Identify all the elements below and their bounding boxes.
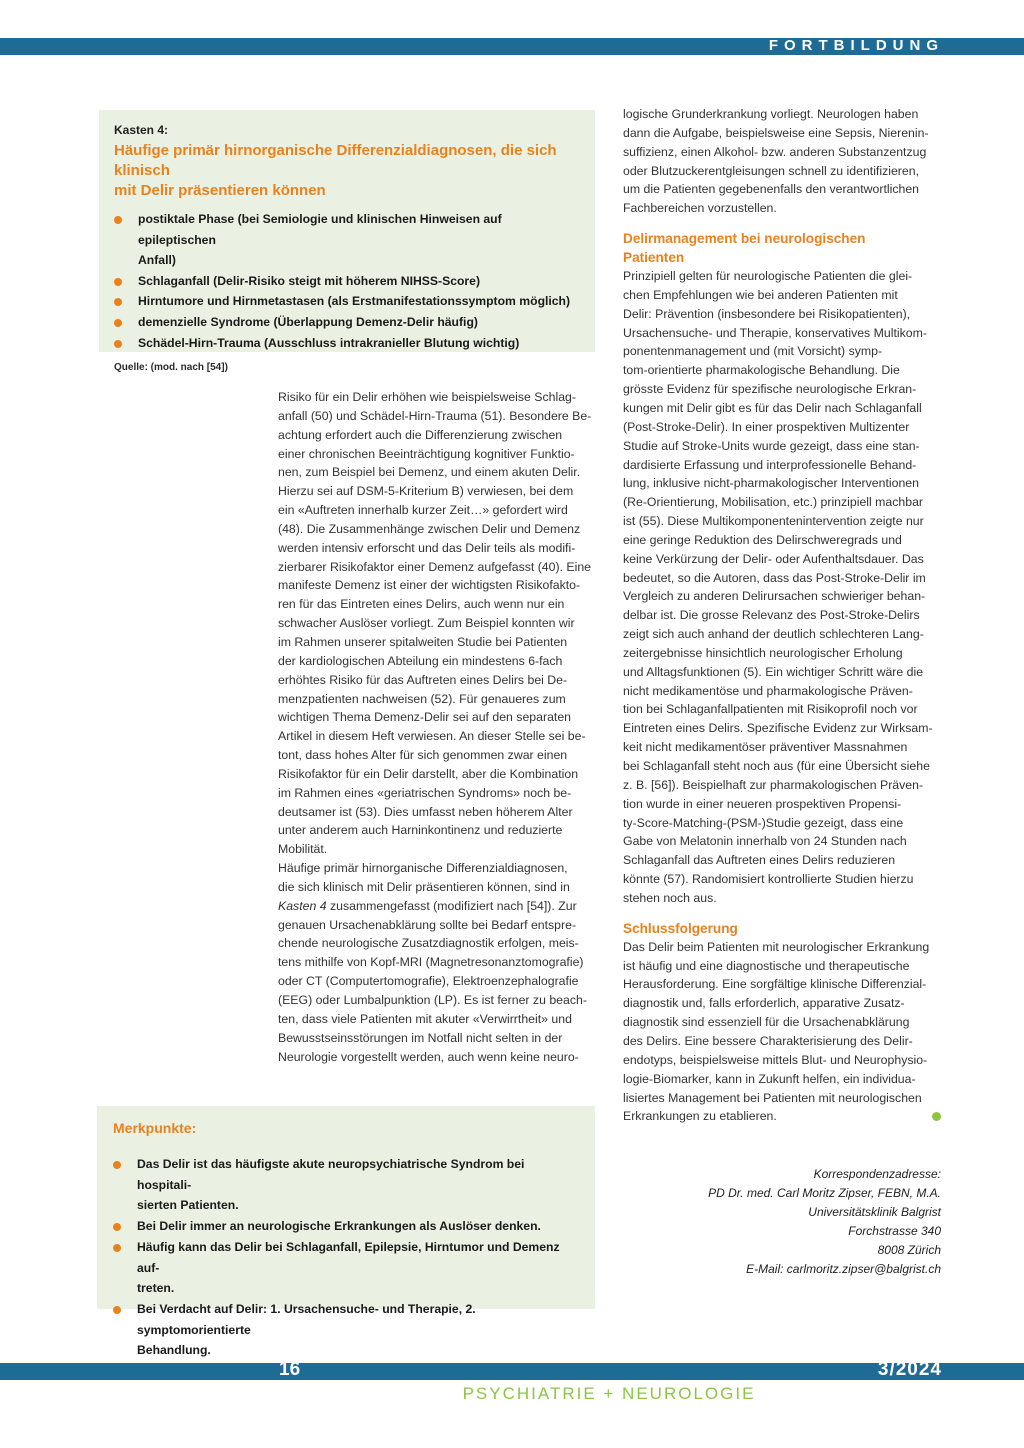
text-line: einer chronischen Beeinträchtigung kognitiver Funktio-	[278, 446, 575, 461]
bullet-item	[113, 1154, 581, 1216]
text-line: Vergleich zu anderen Delirursachen schwieriger behan-	[623, 589, 926, 604]
text-fragment: zusammengefasst (modifiziert nach [54]). Zur	[326, 898, 577, 913]
text-line: logie-Biomarker, kann in Zukunft helfen, ein individua-	[623, 1071, 916, 1086]
text-line: stehen noch aus.	[623, 890, 717, 905]
box-title	[114, 141, 581, 201]
text-line: Risiko für ein Delir erhöhen wie beispielsweise Schlag-	[278, 390, 576, 404]
text-line: Gabe von Melatonin innerhalb von 24 Stunden nach	[623, 834, 907, 849]
text-line: anfall (50) und Schädel-Hirn-Trauma (51). Besondere Be-	[278, 408, 592, 423]
bullet-item	[114, 312, 581, 333]
text-line: keit nicht medikamentöser präventiver Massnahmen	[623, 740, 908, 755]
text-line: Fachbereichen vorzustellen.	[623, 201, 777, 216]
correspondence-address	[623, 1165, 941, 1279]
text-line: dardisierte Erfassung und interprofessionelle Behand-	[623, 457, 917, 472]
bullet-item	[114, 209, 581, 271]
bullet-dot	[114, 298, 122, 306]
text-line: Risikofaktor für ein Delir darstellt, aber die Kombination	[278, 766, 579, 781]
body-column-right	[623, 105, 941, 1126]
footer-bar	[0, 1359, 1024, 1380]
text-line: des Delirs. Eine bessere Charakterisierung des Delir-	[623, 1033, 913, 1048]
page-number: 16	[279, 1359, 301, 1380]
text-line: (Re-Orientierung, Mobilisation, etc.) prinzipiell machbar	[623, 495, 924, 510]
body-column-middle	[278, 388, 596, 1066]
text-line: Ursachensuche- und Therapie, konservatives Multikom-	[623, 325, 927, 340]
text-line: ponentenmanagement und (mit Vorsicht) symp-	[623, 344, 883, 359]
section-heading: Schlussfolgerung	[623, 920, 738, 936]
box-reference: Kasten 4	[278, 898, 327, 913]
correspondence-city: 8008 Zürich	[877, 1243, 941, 1257]
bullet-item	[114, 291, 581, 312]
text-line: (EEG) oder Lumbalpunktion (LP). Es ist ferner zu beach-	[278, 993, 587, 1007]
bullet-text: postiktale Phase (bei Semiologie und klinischen Hinweisen auf epileptischen	[138, 212, 502, 247]
bullet-item	[114, 333, 581, 354]
text-line: tont, dass hohes Alter für sich genommen zwar einen	[278, 748, 568, 763]
text-line: tens mithilfe von Kopf-MRI (Magnetresonanztomografie)	[278, 955, 584, 970]
text-line: manifeste Demenz ist einer der wichtigsten Risikofakto-	[278, 578, 581, 593]
bullet-text: Anfall)	[138, 253, 176, 268]
text-line: genauen Ursachenabklärung sollte bei Bedarf entspre-	[278, 917, 577, 932]
text-line: keine Verkürzung der Delir- oder Aufenthaltsdauer. Das	[623, 551, 924, 566]
header-bar	[0, 38, 1024, 55]
text-line: erhöhtes Risiko für das Auftreten eines Delirs bei De-	[278, 672, 568, 687]
text-line: chende neurologische Zusatzdiagnostik erfolgen, meis-	[278, 936, 579, 951]
bullet-item	[114, 271, 581, 292]
correspondence-street: Forchstrasse 340	[848, 1224, 941, 1238]
text-line: Schlaganfall das Auftreten eines Delirs reduzieren	[623, 853, 896, 868]
correspondence-institution: Universitätsklinik Balgrist	[808, 1205, 941, 1219]
text-line: endotyps, beispielsweise mittels Blut- und Neurophysio-	[623, 1052, 928, 1067]
bullet-text: demenzielle Syndrome (Überlappung Demenz-Delir häufig)	[138, 314, 478, 329]
text-line: Mobilität.	[278, 842, 328, 857]
bullet-dot	[114, 278, 122, 286]
box-title-line: Häufige primär hirnorganische Differenzialdiagnosen, die sich klinisch	[114, 142, 557, 179]
text-line: logische Grunderkrankung vorliegt. Neurologen haben	[623, 107, 919, 121]
text-line: suffizienz, einen Alkohol- bzw. anderen Substanzentzug	[623, 144, 927, 159]
section-heading: Patienten	[623, 250, 685, 266]
text-line: Prinzipiell gelten für neurologische Patienten die glei-	[623, 269, 913, 284]
text-line: könnte (57). Randomisiert kontrollierte Studien hierzu	[623, 872, 914, 887]
issue-number: 3/2024	[877, 1359, 942, 1380]
section-label: FORTBILDUNG	[768, 37, 944, 54]
bullet-text: Bei Verdacht auf Delir: 1. Ursachensuche- und Therapie, 2. symptomorientierte	[137, 1301, 476, 1337]
text-line: zierbarer Risikofaktor einer Demenz aufgefasst (40). Eine	[278, 559, 592, 574]
text-line: werden intensiv erforscht und das Delir teils als modifi-	[278, 540, 576, 555]
text-line: dann die Aufgabe, beispielsweise eine Sepsis, Nierenin-	[623, 125, 929, 140]
text-line	[278, 897, 596, 916]
text-line: Delir: Prävention (insbesondere bei Risikopatienten),	[623, 306, 911, 321]
text-line: z. B. [56]). Beispielhaft zur pharmakologischen Präven-	[623, 777, 924, 792]
text-line: schwacher Auslöser vorliegt. Zum Beispiel konnten wir	[278, 616, 575, 631]
text-line: oder Blutzuckerentgleisungen schnell zu identifizieren,	[623, 163, 919, 178]
bullet-dot	[114, 319, 122, 327]
text-fragment: Erkrankungen zu etablieren.	[623, 1109, 777, 1124]
text-line: und Alltagsfunktionen (5). Ein wichtiger Schritt wäre die	[623, 664, 924, 679]
text-line: wichtigen Thema Demenz-Delir sei auf den separaten	[278, 710, 571, 725]
text-line: ist (55). Diese Multikomponentenintervention zeigte nur	[623, 514, 924, 529]
bullet-dot	[113, 1161, 121, 1169]
bullet-dot	[113, 1244, 121, 1252]
text-line: lung, inklusive nicht-pharmakologischer Interventionen	[623, 476, 919, 491]
text-line: bei Schlaganfall steht noch aus (für eine Übersicht siehe	[623, 759, 930, 773]
bullet-text: treten.	[137, 1281, 175, 1296]
merkpunkte-title: Merkpunkte:	[113, 1120, 197, 1136]
text-line: Hierzu sei auf DSM-5-Kriterium B) verwiesen, bei dem	[278, 484, 574, 499]
text-line: die sich klinisch mit Delir präsentieren können, sind in	[278, 879, 570, 894]
bullet-item	[113, 1237, 581, 1299]
text-line: tion bei Schlaganfallpatienten mit Risikoprofil noch vor	[623, 702, 918, 717]
text-line: delbar ist. Die grosse Relevanz des Post-Stroke-Delirs	[623, 608, 920, 623]
text-line: Studie auf Stroke-Units wurde gezeigt, dass eine stan-	[623, 438, 920, 453]
text-line: ist häufig und eine diagnostische und therapeutische	[623, 958, 910, 973]
bullet-text: Schädel-Hirn-Trauma (Ausschluss intrakranieller Blutung wichtig)	[138, 335, 520, 350]
section-heading: Delirmanagement bei neurologischen	[623, 231, 866, 247]
end-of-article-icon	[932, 1112, 941, 1121]
text-line: Artikel in diesem Heft verwiesen. An dieser Stelle sei be-	[278, 729, 586, 744]
text-line: ren für das Eintreten eines Delirs, auch wenn nur ein	[278, 597, 565, 612]
box-4	[99, 110, 595, 374]
text-line: eine geringe Reduktion des Delirschweregrads und	[623, 532, 902, 547]
bullet-dot	[113, 1223, 121, 1231]
bullet-text: Behandlung.	[137, 1343, 211, 1358]
text-line: Neurologie vorgestellt werden, auch wenn keine neuro-	[278, 1049, 579, 1064]
box-title-line: mit Delir präsentieren können	[114, 182, 326, 199]
text-line: oder CT (Computertomografie), Elektroenzephalografie	[278, 974, 579, 989]
merkpunkte-list	[113, 1154, 581, 1361]
bullet-dot	[113, 1306, 121, 1314]
text-line: nicht medikamentöse und pharmakologische Präven-	[623, 683, 913, 698]
bullet-text: Häufig kann das Delir bei Schlaganfall, Epilepsie, Hirntumor und Demenz auf-	[137, 1239, 560, 1275]
bullet-text: Hirntumore und Hirnmetastasen (als Erstmanifestationssymptom möglich)	[138, 294, 571, 309]
text-line: Eintreten eines Delirs. Spezifische Evidenz zur Wirksam-	[623, 721, 933, 736]
text-line: Herausforderung. Eine sorgfältige klinische Differenzial-	[623, 977, 927, 992]
journal-title: PSYCHIATRIE + NEUROLOGIE	[462, 1384, 756, 1403]
bullet-text: Das Delir ist das häufigste akute neuropsychiatrische Syndrom bei hospitali-	[137, 1157, 525, 1192]
text-line: achtung erfordert auch die Differenzierung zwischen	[278, 427, 563, 442]
text-line: ten, dass viele Patienten mit akuter «Verwirrtheit» und	[278, 1011, 572, 1026]
text-line: (Post-Stroke-Delir). In einer prospektiven Multizenter	[623, 419, 910, 434]
box-kicker: Kasten 4:	[114, 123, 169, 137]
bullet-text: Bei Delir immer an neurologische Erkrankungen als Auslöser denken.	[137, 1219, 541, 1234]
text-line: zeitergebnisse hinsichtlich neurologischer Erholung	[623, 645, 903, 660]
merkpunkte-box	[97, 1106, 595, 1358]
text-line: der kardiologischen Abteilung ein mindestens 6-fach	[278, 653, 563, 668]
correspondence-email: E-Mail: carlmoritz.zipser@balgrist.ch	[746, 1262, 941, 1276]
text-line: unter anderem auch Harninkontinenz und reduzierte	[278, 823, 563, 838]
text-line: kungen mit Delir gibt es für das Delir nach Schlaganfall	[623, 400, 922, 415]
text-line: tion wurde in einer neueren prospektiven Propensi-	[623, 796, 902, 811]
box-list	[114, 209, 581, 353]
text-line: tom-orientierte pharmakologische Behandlung. Die	[623, 363, 900, 378]
text-line: um die Patienten gegebenenfalls den verantwortlichen	[623, 182, 920, 197]
bullet-text: Schlaganfall (Delir-Risiko steigt mit höherem NIHSS-Score)	[138, 273, 480, 288]
text-line: Bewusstseinsstörungen im Notfall nicht selten in der	[278, 1030, 563, 1045]
text-line: menzpatienten nachweisen (52). Für genaueres zum	[278, 691, 566, 706]
bullet-item	[113, 1299, 581, 1361]
text-line: bedeutet, so die Autoren, dass das Post-Stroke-Delir im	[623, 570, 926, 585]
bullet-dot	[114, 340, 122, 348]
bullet-item	[113, 1216, 581, 1237]
text-line: diagnostik sind essenziell für die Ursachenabklärung	[623, 1015, 910, 1030]
text-line: diagnostik und, falls erforderlich, apparative Zusatz-	[623, 996, 905, 1011]
correspondence-name: PD Dr. med. Carl Moritz Zipser, FEBN, M.A.	[708, 1186, 941, 1200]
text-line: grösste Evidenz für spezifische neurologische Erkran-	[623, 382, 917, 397]
bullet-text: sierten Patienten.	[137, 1198, 239, 1213]
section-gap	[623, 908, 941, 919]
text-line: (48). Die Zusammenhänge zwischen Delir und Demenz	[278, 521, 581, 536]
text-line: Das Delir beim Patienten mit neurologischer Erkrankung	[623, 939, 930, 954]
text-line: ein «Auftreten innerhalb kurzer Zeit…» gefordert wird	[278, 503, 568, 518]
text-line: chen Empfehlungen wie bei anderen Patienten mit	[623, 287, 898, 302]
bullet-dot	[114, 216, 122, 224]
text-line	[623, 1107, 941, 1126]
text-line: im Rahmen eines «geriatrischen Syndroms» noch be-	[278, 785, 572, 800]
text-line: zeigt sich auch anhand der deutlich schlechteren Lang-	[623, 627, 924, 642]
text-line: ty-Score-Matching-(PSM-)Studie gezeigt, dass eine	[623, 815, 904, 830]
text-line: lisiertes Management bei Patienten mit neurologischen	[623, 1090, 922, 1105]
text-line: nen, zum Beispiel bei Demenz, und einem akuten Delir.	[278, 465, 581, 480]
text-line: deutsamer ist (53). Dies umfasst neben höherem Alter	[278, 804, 573, 819]
text-line: im Rahmen unserer spitalweiten Studie bei Patienten	[278, 634, 568, 649]
section-gap	[623, 218, 941, 229]
text-line: Häufige primär hirnorganische Differenzialdiagnosen,	[278, 861, 568, 876]
correspondence-label: Korrespondenzadresse:	[813, 1167, 941, 1181]
box-source: Quelle: (mod. nach [54])	[114, 362, 228, 374]
